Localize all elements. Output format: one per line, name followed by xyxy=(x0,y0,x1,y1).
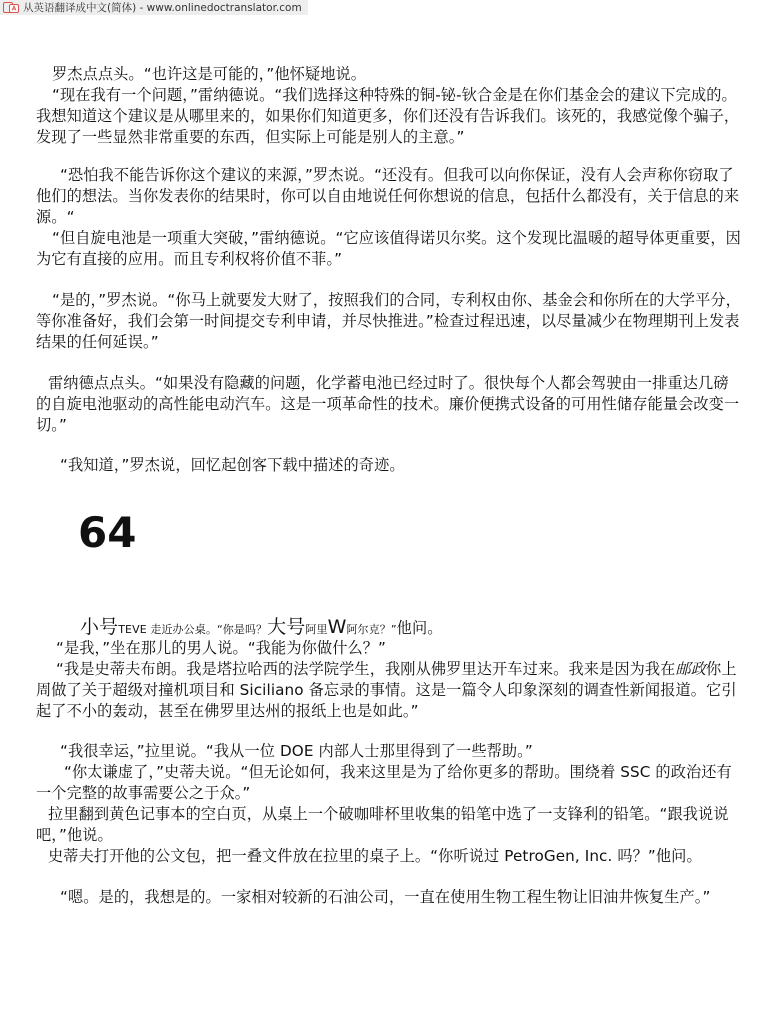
dropcap-w: W xyxy=(327,616,347,638)
para3-text-a: “我是史蒂夫布朗。我是塔拉哈西的法学院学生，我刚从佛罗里达开车过来。我来是因为我在 xyxy=(56,660,676,678)
paragraph-ch2-7: 史蒂夫打开他的公文包，把一叠文件放在拉里的桌子上。“你听说过 PetroGen, Inc. 吗？”他问。 xyxy=(48,847,702,865)
line1-text-d: 他问。 xyxy=(396,619,443,637)
paragraph-1: 罗杰点点头。“也许这是可能的，”他怀疑地说。 xyxy=(52,65,367,83)
paragraph-ch2-4: “我很幸运，”拉里说。“我从一位 DOE 内部人士那里得到了一些帮助。” xyxy=(60,742,533,760)
dropcap-s: 小号 xyxy=(80,616,119,638)
paragraph-ch2-5: “你太谦虚了，”史蒂夫说。“但无论如何，我来这里是为了给你更多的帮助。围绕着 SSC 的政治还有一个完整的故事需要公之于众。” xyxy=(36,763,732,802)
line1-text-a: TEVE 走近办公桌。“你是吗？ xyxy=(118,623,268,636)
paragraph-7: “我知道，”罗杰说，回忆起创客下载中描述的奇迹。 xyxy=(60,456,405,474)
paragraph-6: 雷纳德点点头。“如果没有隐藏的问题，化学蓄电池已经过时了。很快每个人都会驾驶由一排重达几磅的自旋电池驱动的高性能电动汽车。这是一项革命性的技术。廉价便携式设备的可用性储存能量会改变一切。” xyxy=(36,374,740,434)
paragraph-ch2-2: “是我，”坐在那儿的男人说。“我能为你做什么？” xyxy=(56,639,387,657)
chapter-number: 64 xyxy=(78,508,137,557)
paragraph-2: “现在我有一个问题，”雷纳德说。“我们选择这种特殊的铜-铋-钬合金是在你们基金会的建议下完成的。我想知道这个建议是从哪里来的，如果你们知道更多，你们还没有告诉我们。该死的，我感觉像个骗子，发现了一些显然非常重要的东西，但实际上可能是别人的主意。” xyxy=(36,86,740,146)
line1-text-c: 阿尔克？” xyxy=(346,623,397,636)
para3-text-b: 你上周做了关于超级对撞机项目和 Siciliano 备忘录的事情。这是一篇令人印象深刻的调查性新闻报道。它引起了不小的轰动，甚至在佛罗里达州的报纸上也是如此。” xyxy=(36,660,737,720)
paragraph-5: “是的，”罗杰说。“你马上就要发大财了，按照我们的合同，专利权由你、基金会和你所在的大学平分，等你准备好，我们会第一时间提交专利申请，并尽快推进。”检查过程迅速，以尽量减少在物理期刊上发表结果的任何延误。” xyxy=(36,291,741,351)
paragraph-ch2-3 xyxy=(36,659,742,722)
paragraph-ch2-8: “嗯。是的，我想是的。一家相对较新的石油公司，一直在使用生物工程生物让旧油井恢复生产。” xyxy=(60,888,711,906)
watermark-text: 从英语翻译成中文(简体) - www.onlinedoctranslator.com xyxy=(23,2,302,14)
dropcap-l: 大号 xyxy=(267,616,306,638)
newspaper-name: 邮政 xyxy=(675,660,707,678)
paragraph-ch2-6: 拉里翻到黄色记事本的空白页，从桌上一个破咖啡杯里收集的铅笔中选了一支锋利的铅笔。“跟我说说吧，”他说。 xyxy=(36,805,729,844)
paragraph-3: “恐怕我不能告诉你这个建议的来源，”罗杰说。“还没有。但我可以向你保证，没有人会声称你窃取了他们的想法。当你发表你的结果时，你可以自由地说任何你想说的信息，包括什么都没有，关于信息的来源。“ xyxy=(36,166,740,226)
paragraph-4: “但自旋电池是一项重大突破，”雷纳德说。“它应该值得诺贝尔奖。这个发现比温暖的超导体更重要，因为它有直接的应用。而且专利权将价值不菲。” xyxy=(36,229,741,268)
line1-text-b: 阿里 xyxy=(305,623,328,636)
chapter-opening-line xyxy=(36,617,742,640)
